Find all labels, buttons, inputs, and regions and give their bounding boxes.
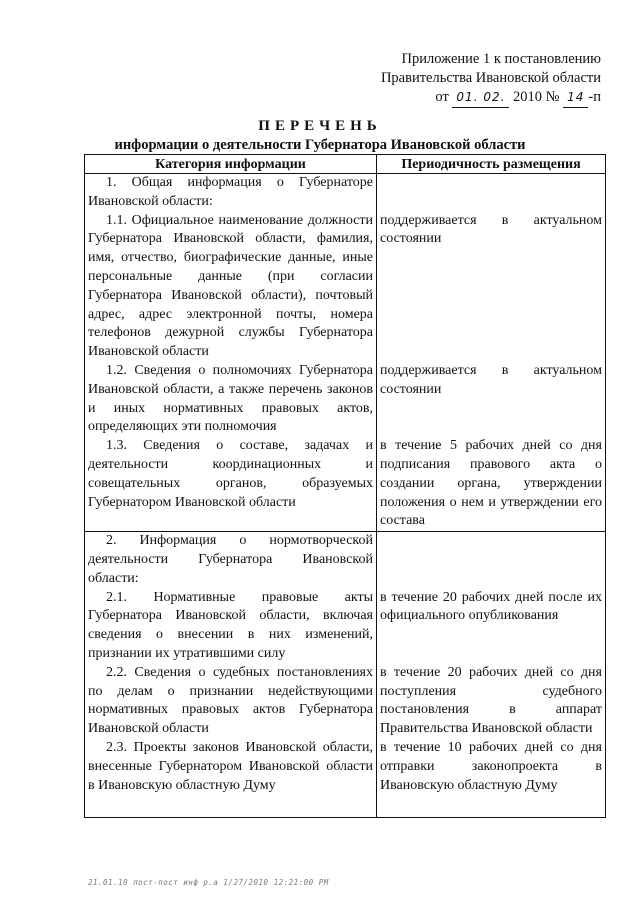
row-period: в течение 10 рабочих дней со дня отправки законопроекта в Ивановскую областную Думу — [377, 739, 606, 818]
row-period: в течение 20 рабочих дней после их официального опубликования — [377, 589, 606, 664]
table-row — [85, 212, 606, 362]
row-period — [377, 174, 606, 212]
table-header-row — [85, 155, 606, 174]
appendix-date-line — [345, 88, 601, 108]
table-row — [85, 437, 606, 531]
row-category: 1.2. Сведения о полномочиях Губернатора Ивановской области, а также перечень законов и иных нормативных правовых актов, определяющих эти полномочия — [85, 362, 377, 437]
table-row — [85, 362, 606, 437]
handwritten-date: 01. 02. — [452, 88, 509, 108]
handwritten-number: 14 — [563, 88, 588, 108]
header-category: Категория информации — [85, 155, 377, 174]
header-period: Периодичность размещения — [377, 155, 606, 174]
appendix-prefix: от — [435, 89, 449, 105]
appendix-header — [345, 50, 601, 108]
row-period — [377, 532, 606, 589]
appendix-line-2: Правительства Ивановской области — [380, 70, 601, 86]
table-row — [85, 174, 606, 212]
appendix-line-1: Приложение 1 к постановлению — [401, 51, 601, 67]
document-title: ПЕРЕЧЕНЬ — [258, 118, 382, 134]
appendix-year-no: 2010 № — [513, 89, 560, 105]
row-period: поддерживается в актуальном состоянии — [377, 362, 606, 437]
table-row — [85, 664, 606, 739]
row-category: 2.2. Сведения о судебных постановлениях по делам о признании недействующими нормативных правовых актов Губернатора Ивановской области — [85, 664, 377, 739]
footer-file-stamp: 21.01.10 пост-пост инф р.а 1/27/2010 12:21:00 PM — [88, 878, 329, 887]
row-category: 1.1. Официальное наименование должности Губернатора Ивановской области, фамилия, имя, отчество, биографические данные, иные персональные данные (при согласии Губернатора Ивановской области), почтовый адрес, адрес электронной почты, номера телефонов дежурной службы Губернатора Ивановской области — [85, 212, 377, 362]
row-category: 1.3. Сведения о составе, задачах и деятельности координационных и совещательных органов, образуемых Губернатором Ивановской области — [85, 437, 377, 531]
table-row — [85, 532, 606, 589]
row-period: в течение 5 рабочих дней со дня подписания правового акта о создании органа, утверждении положения о нем и утверждении его состава — [377, 437, 606, 531]
row-category: 2.1. Нормативные правовые акты Губернатора Ивановской области, включая сведения о внесении в них изменений, признании их утратившими силу — [85, 589, 377, 664]
appendix-suffix: -п — [588, 89, 601, 105]
row-period: в течение 20 рабочих дней со дня поступления судебного постановления в аппарат Правительства Ивановской области — [377, 664, 606, 739]
row-category: 1. Общая информация о Губернаторе Ивановской области: — [85, 174, 377, 212]
row-category: 2. Информация о нормотворческой деятельности Губернатора Ивановской области: — [85, 532, 377, 589]
row-category: 2.3. Проекты законов Ивановской области, внесенные Губернатором Ивановской области в Ивановскую областную Думу — [85, 739, 377, 818]
document-subtitle: информации о деятельности Губернатора Ивановской области — [114, 137, 526, 153]
table-row — [85, 739, 606, 818]
table-row — [85, 589, 606, 664]
row-period: поддерживается в актуальном состоянии — [377, 212, 606, 362]
information-table — [84, 154, 606, 818]
